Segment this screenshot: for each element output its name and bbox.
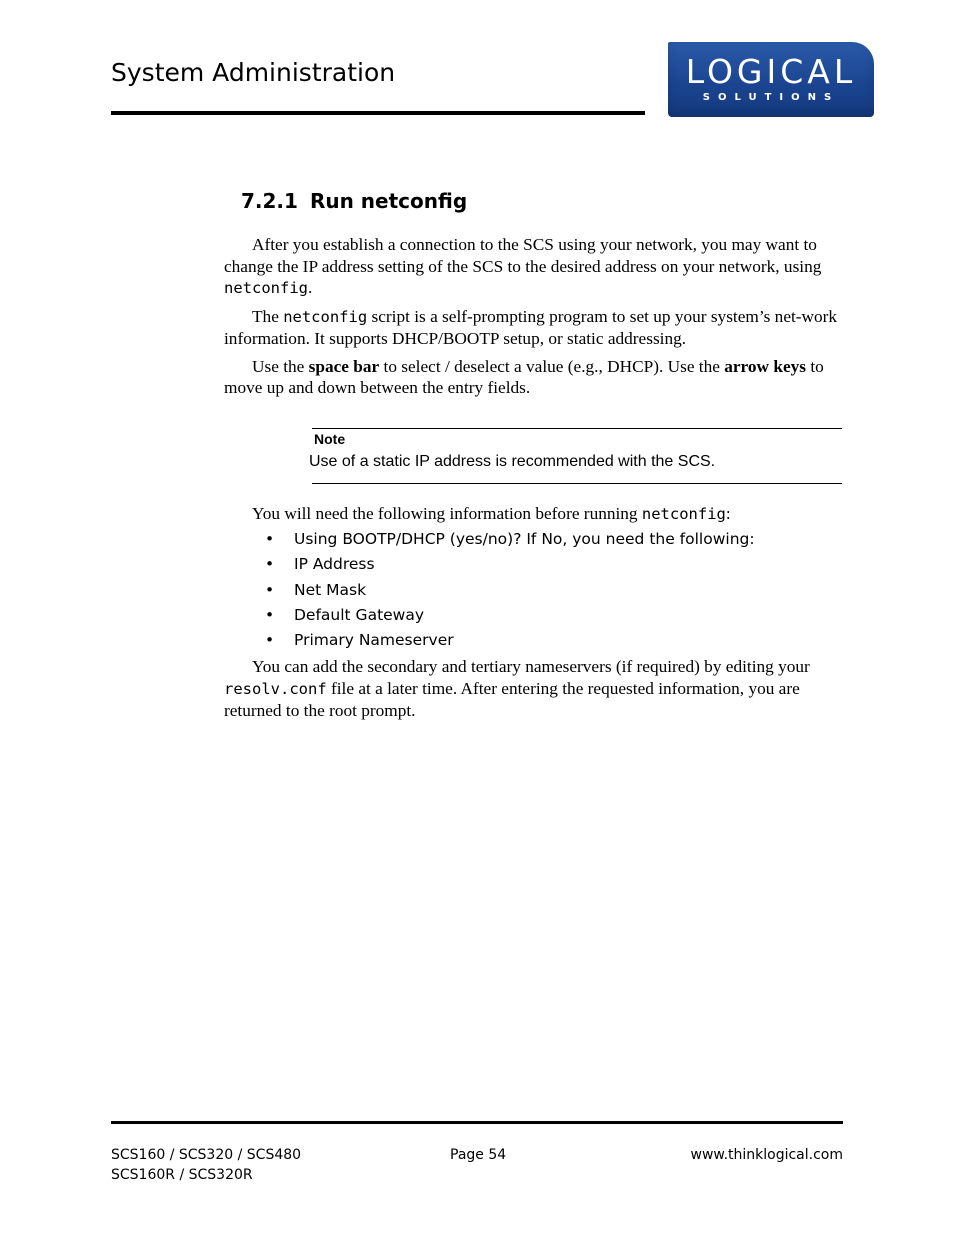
list-item-text: Primary Nameserver <box>294 631 454 650</box>
list-item-text: IP Address <box>294 555 375 574</box>
closing-end: file at a later time. After entering the requested information, you are returned to the root prompt. <box>224 678 800 720</box>
space-bar-term: space bar <box>308 356 380 376</box>
footer-website: www.thinklogical.com <box>690 1147 843 1163</box>
requirements-intro <box>224 503 844 525</box>
p3-end: to move up and down between the entry fields. <box>224 356 824 397</box>
logo-subtitle: SOLUTIONS <box>702 92 840 103</box>
p2-start: The <box>252 306 284 326</box>
note-box <box>309 428 842 484</box>
code-netconfig: netconfig <box>283 307 368 326</box>
list-item <box>265 553 755 578</box>
list-item <box>265 579 755 604</box>
list-item-text: Using BOOTP/DHCP (yes/no)? If No, you need the following: <box>294 530 755 548</box>
body-text <box>224 234 844 405</box>
list-item <box>265 528 755 553</box>
footer-page-number: Page 54 <box>450 1147 507 1163</box>
header-rule <box>111 111 645 115</box>
bullet-icon: • <box>265 631 275 650</box>
bullet-icon: • <box>265 605 275 624</box>
p1-text: After you establish a connection to the SCS using your network, you may want to change the IP address setting of the SCS to the desired address on your network, using <box>224 235 822 276</box>
p2-text: script is a self-prompting program to set up your system’s net-work information. It supports DHCP/BOOTP setup, or static addressing. <box>224 306 838 348</box>
requirements-list <box>265 528 755 654</box>
intro-end: : <box>725 504 731 523</box>
bullet-icon: • <box>265 555 275 574</box>
paragraph-1 <box>224 234 844 300</box>
footer-rule <box>111 1121 843 1124</box>
p3-mid: to select / deselect a value (e.g., DHCP). Use the <box>379 356 725 376</box>
footer-models <box>111 1145 301 1185</box>
page-header-title: System Administration <box>111 58 396 87</box>
section-title: Run netconfig <box>309 189 468 213</box>
list-item-text: Net Mask <box>294 580 367 599</box>
list-item <box>265 604 755 629</box>
note-label: Note <box>314 431 346 447</box>
logo-wordmark: LOGICAL <box>685 52 857 91</box>
bullet-icon: • <box>265 530 275 548</box>
code-netconfig: netconfig <box>641 505 726 523</box>
list-item <box>265 629 755 654</box>
list-item-text: Default Gateway <box>294 605 425 624</box>
section-number: 7.2.1 <box>241 189 298 213</box>
arrow-keys-term: arrow keys <box>724 356 807 376</box>
closing-start: You can add the secondary and tertiary nameservers (if required) by editing your <box>252 657 810 676</box>
p1-end: . <box>308 278 313 297</box>
paragraph-2 <box>224 306 844 350</box>
section-heading <box>241 189 467 213</box>
p3-start: Use the <box>252 356 309 376</box>
code-netconfig: netconfig <box>224 279 308 297</box>
footer-models-line1: SCS160 / SCS320 / SCS480 <box>111 1147 302 1163</box>
closing-paragraph <box>224 656 844 722</box>
code-resolv-conf: resolv.conf <box>224 679 327 698</box>
company-logo <box>668 42 874 117</box>
bullet-icon: • <box>265 580 275 599</box>
intro-text: You will need the following information before running <box>252 504 642 523</box>
note-text: Use of a static IP address is recommended with the SCS. <box>309 453 716 470</box>
footer-models-line2: SCS160R / SCS320R <box>111 1167 253 1183</box>
paragraph-3 <box>224 356 844 399</box>
